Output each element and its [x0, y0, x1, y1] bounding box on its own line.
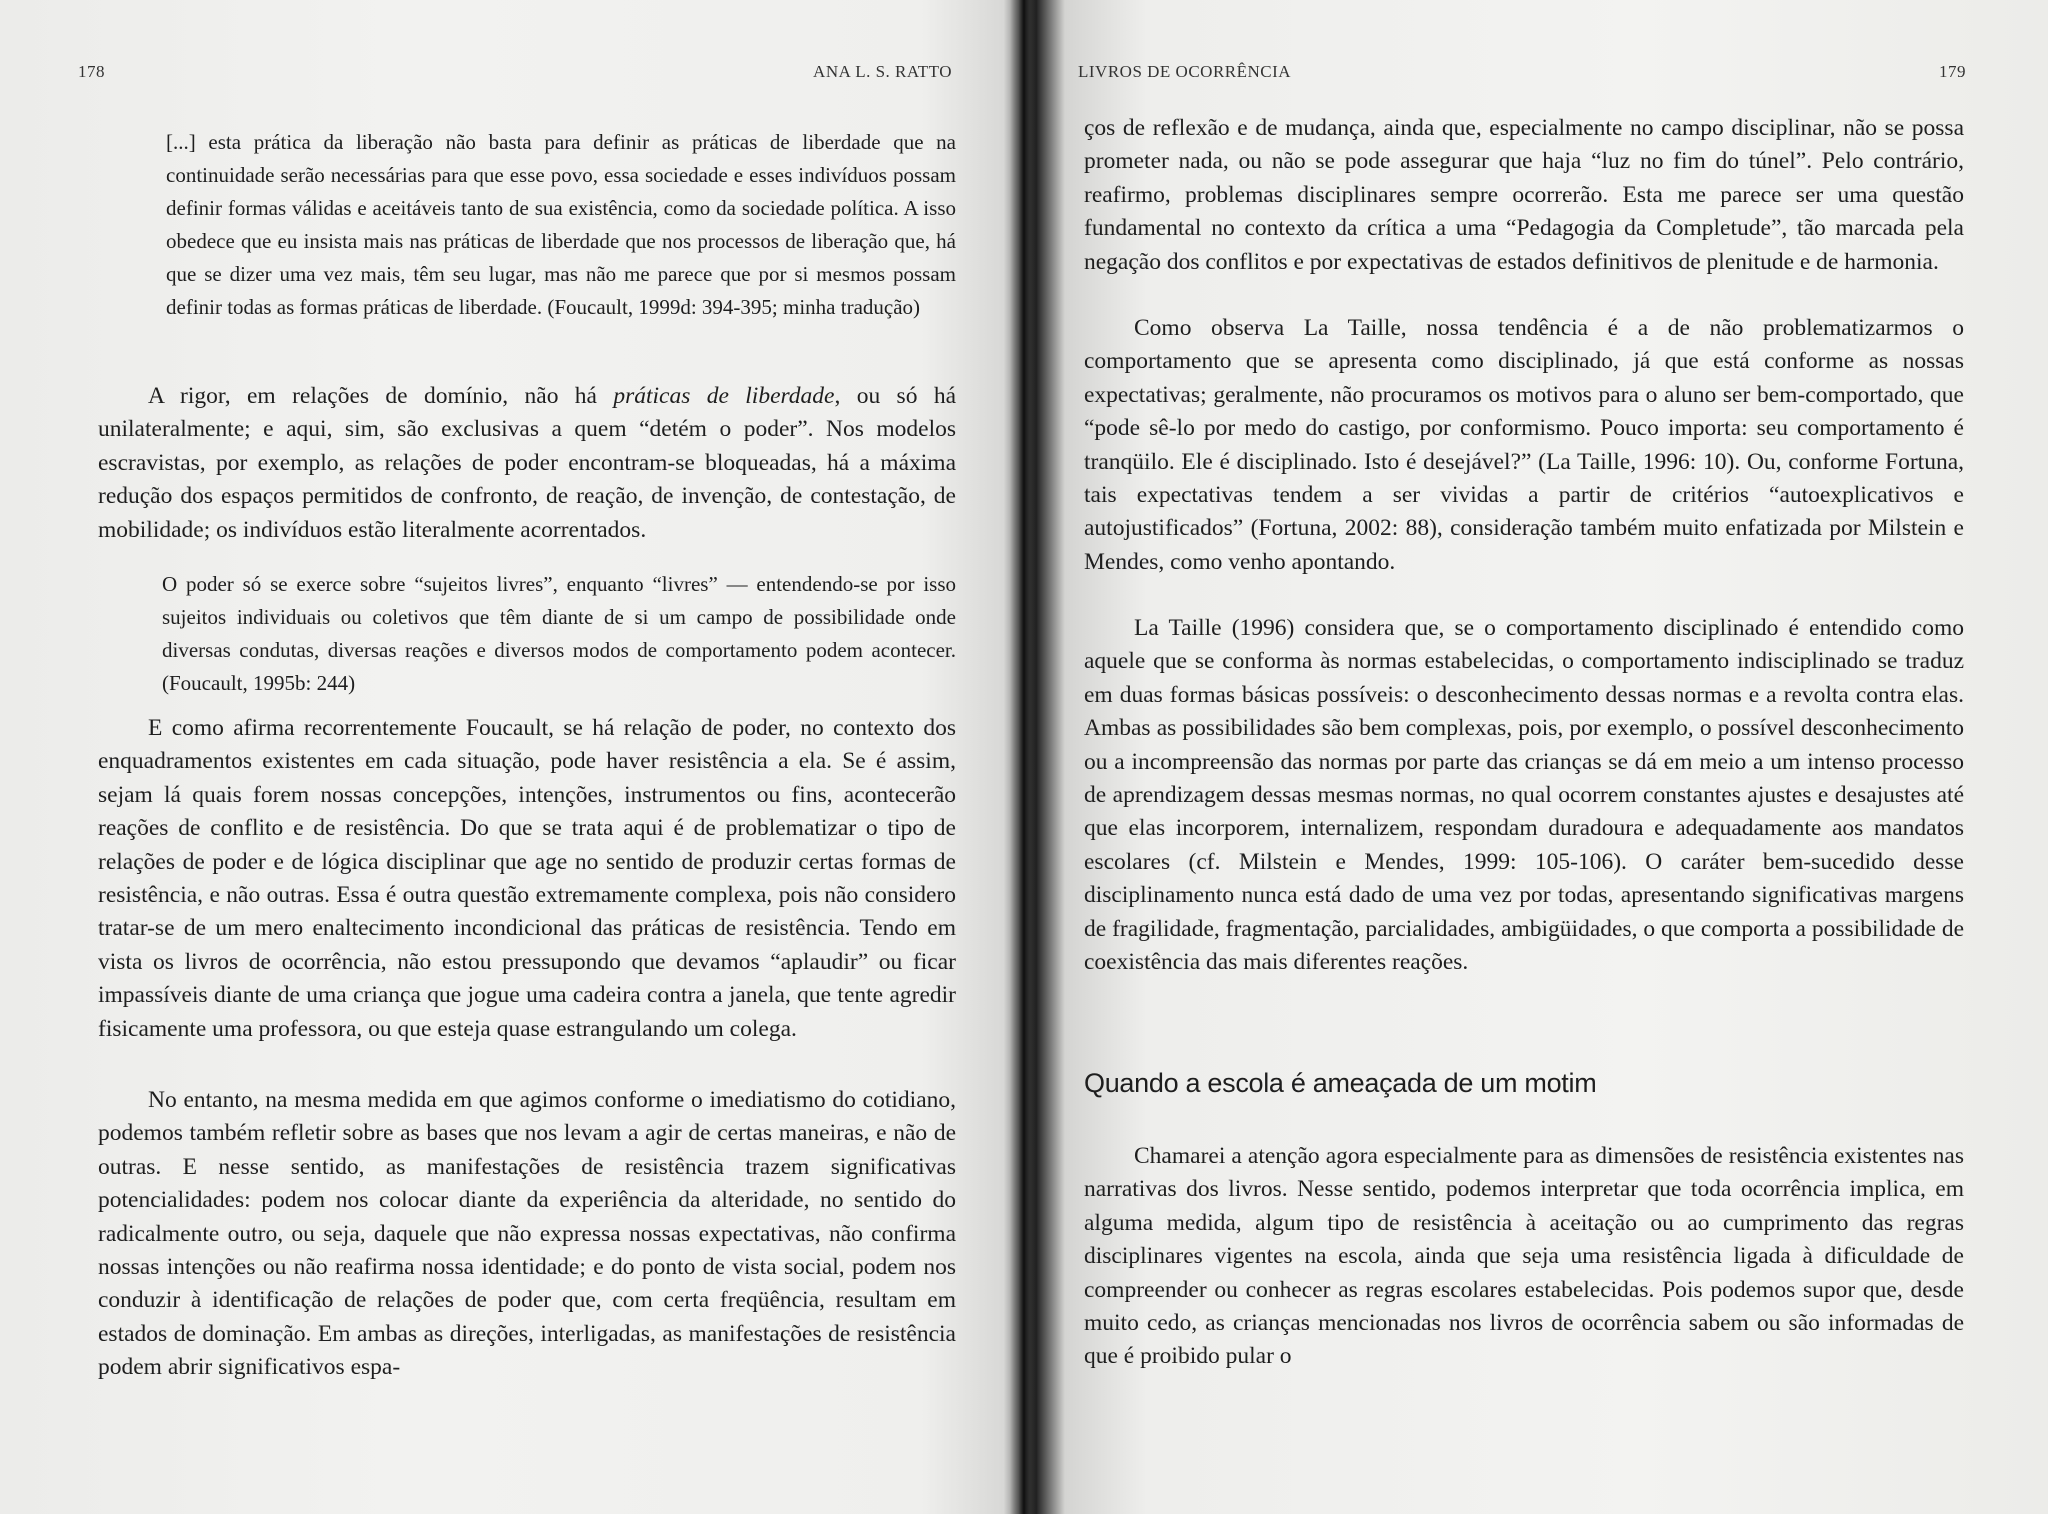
paragraph-3-right-text: La Taille (1996) considera que, se o comportamento disciplinado é entendido como aquele que se conforma às normas estabelecidas, o comportamento indisciplinado se traduz em duas formas básicas possíveis: o desconhecimento dessas normas e a revolta contra elas. Ambas as possibilidades são bem complexas, pois, por exemplo, o possível desconhecimento ou a incompreensão das normas por parte das crianças se dá em meio a um intenso processo de aprendizagem dessas mesmas normas, no qual ocorrem constantes ajustes e desajustes até que elas incorporem, internalizem, respondam duradoura e adequadamente aos mandatos escolares (cf. Milstein e Mendes, 1999: 105-106). O caráter bem-sucedido desse disciplinamento nunca está dado de uma vez por todas, apresentando significativas margens de fragilidade, fragmentação, parcialidades, ambigüidades, o que comporta a possibilidade de coexistência das mais diferentes reações.	[1084, 615, 1964, 976]
paragraph-2-left	[98, 712, 956, 1046]
paragraph-2-right	[1084, 312, 1964, 579]
block-quote-1-text: [...] esta prática da liberação não basta para definir as práticas de liberdade que na continuidade serão necessárias para que esse povo, essa sociedade e esses indivíduos possam definir formas válidas e aceitáveis tanto de sua existência, como da sociedade política. A isso obedece que eu insista mais nas práticas de liberdade que nos processos de liberação que, há que se dizer uma vez mais, têm seu lugar, mas não me parece que por si mesmos possam definir todas as formas práticas de liberdade. (Foucault, 1999d: 394-395; minha tradução)	[166, 130, 956, 319]
block-quote-2	[162, 568, 956, 700]
paragraph-1-left-part-b: , ou só há unilateralmente; e aqui, sim, são exclusivas a quem “detém o poder”. Nos modelos escravistas, por exemplo, as relações de poder encontram-se bloqueadas, há a máxima redução dos espaços permitidos de confronto, de reação, de invenção, de contestação, de mobilidade; os indivíduos estão literalmente acorrentados.	[98, 383, 956, 543]
paragraph-4-right-text: Chamarei a atenção agora especialmente para as dimensões de resistência existentes nas narrativas dos livros. Nesse sentido, podemos interpretar que toda ocorrência implica, em alguma medida, algum tipo de resistência à aceitação ou ao cumprimento das regras disciplinares vigentes na escola, ainda que seja uma resistência ligada à dificuldade de compreender ou conhecer as regras escolares estabelecidas. Pois podemos supor que, desde muito cedo, as crianças mencionadas nos livros de ocorrência sabem ou são informadas de que é proibido pular o	[1084, 1143, 1964, 1370]
running-head-right: LIVROS DE OCORRÊNCIA	[1078, 62, 1292, 81]
paragraph-1-left	[98, 380, 956, 547]
block-quote-1	[166, 126, 956, 324]
running-head-left: ANA L. S. RATTO	[813, 62, 952, 81]
paragraph-1-left-emphasis: práticas de liberdade	[613, 383, 835, 409]
paragraph-1-left-text	[98, 380, 956, 547]
paragraph-1-right-text: ços de reflexão e de mudança, ainda que, especialmente no campo disciplinar, não se possa prometer nada, ou não se pode assegurar que haja “luz no fim do túnel”. Pelo contrário, reafirmo, problemas disciplinares sempre ocorrerão. Esta me parece ser uma questão fundamental no contexto da crítica a uma “Pedagogia da Completude”, tão marcada pela negação dos conflitos e por expectativas de estados definitivos de plenitude e de harmonia.	[1084, 115, 1964, 275]
section-title: Quando a escola é ameaçada de um motim	[1084, 1068, 1597, 1098]
paragraph-3-left-text: No entanto, na mesma medida em que agimos conforme o imediatismo do cotidiano, podemos também refletir sobre as bases que nos levam a agir de certas maneiras, e não de outras. E nesse sentido, as manifestações de resistência trazem significativas potencialidades: podem nos colocar diante da experiência da alteridade, no sentido do radicalmente outro, ou seja, daquele que não expressa nossas expectativas, não confirma nossas intenções ou não reafirma nossa identidade; e do ponto de vista social, podem nos conduzir à identificação de relações de poder que, com certa freqüência, resultam em estados de dominação. Em ambas as direções, interligadas, as manifestações de resistência podem abrir significativos espa-	[98, 1087, 956, 1381]
page-number-left: 178	[78, 62, 105, 81]
paragraph-3-right	[1084, 612, 1964, 979]
book-gutter	[1010, 0, 1038, 1514]
paragraph-1-right	[1084, 112, 1964, 279]
paragraph-2-left-text: E como afirma recorrentemente Foucault, se há relação de poder, no contexto dos enquadramentos existentes em cada situação, pode haver resistência a ela. Se é assim, sejam lá quais forem nossas concepções, intenções, instrumentos ou fins, acontecerão reações de conflito e de resistência. Do que se trata aqui é de problematizar o tipo de relações de poder e de lógica disciplinar que age no sentido de produzir certas formas de resistência, e não outras. Essa é outra questão extremamente complexa, pois não considero tratar-se de um mero enaltecimento incondicional das práticas de resistência. Tendo em vista os livros de ocorrência, não estou pressupondo que devamos “aplaudir” ou ficar impassíveis diante de uma criança que jogue uma cadeira contra a janela, que tente agredir fisicamente uma professora, ou que esteja quase estrangulando um colega.	[98, 715, 956, 1042]
block-quote-2-text: O poder só se exerce sobre “sujeitos livres”, enquanto “livres” — entendendo-se por isso sujeitos individuais ou coletivos que têm diante de si um campo de possibilidade onde diversas condutas, diversas reações e diversos modos de comportamento podem acontecer. (Foucault, 1995b: 244)	[162, 572, 956, 695]
paragraph-3-left	[98, 1084, 956, 1385]
right-page	[1038, 0, 2048, 1514]
paragraph-2-right-text: Como observa La Taille, nossa tendência é a de não problematizarmos o comportamento que se apresenta como disciplinado, já que está conforme as nossas expectativas; geralmente, não procuramos os motivos para o aluno ser bem-comportado, que “pode sê-lo por medo do castigo, por conformismo. Pouco importa: seu comportamento é tranqüilo. Ele é disciplinado. Isto é desejável?” (La Taille, 1996: 10). Ou, conforme Fortuna, tais expectativas tendem a ser vividas a partir de critérios “autoexplicativos e autojustificados” (Fortuna, 2002: 88), consideração também muito enfatizada por Milstein e Mendes, como venho apontando.	[1084, 315, 1964, 575]
page-number-right: 179	[1939, 62, 1966, 81]
paragraph-4-right	[1084, 1140, 1964, 1374]
left-page	[0, 0, 1010, 1514]
paragraph-1-left-part-a: A rigor, em relações de domínio, não há	[148, 383, 614, 409]
